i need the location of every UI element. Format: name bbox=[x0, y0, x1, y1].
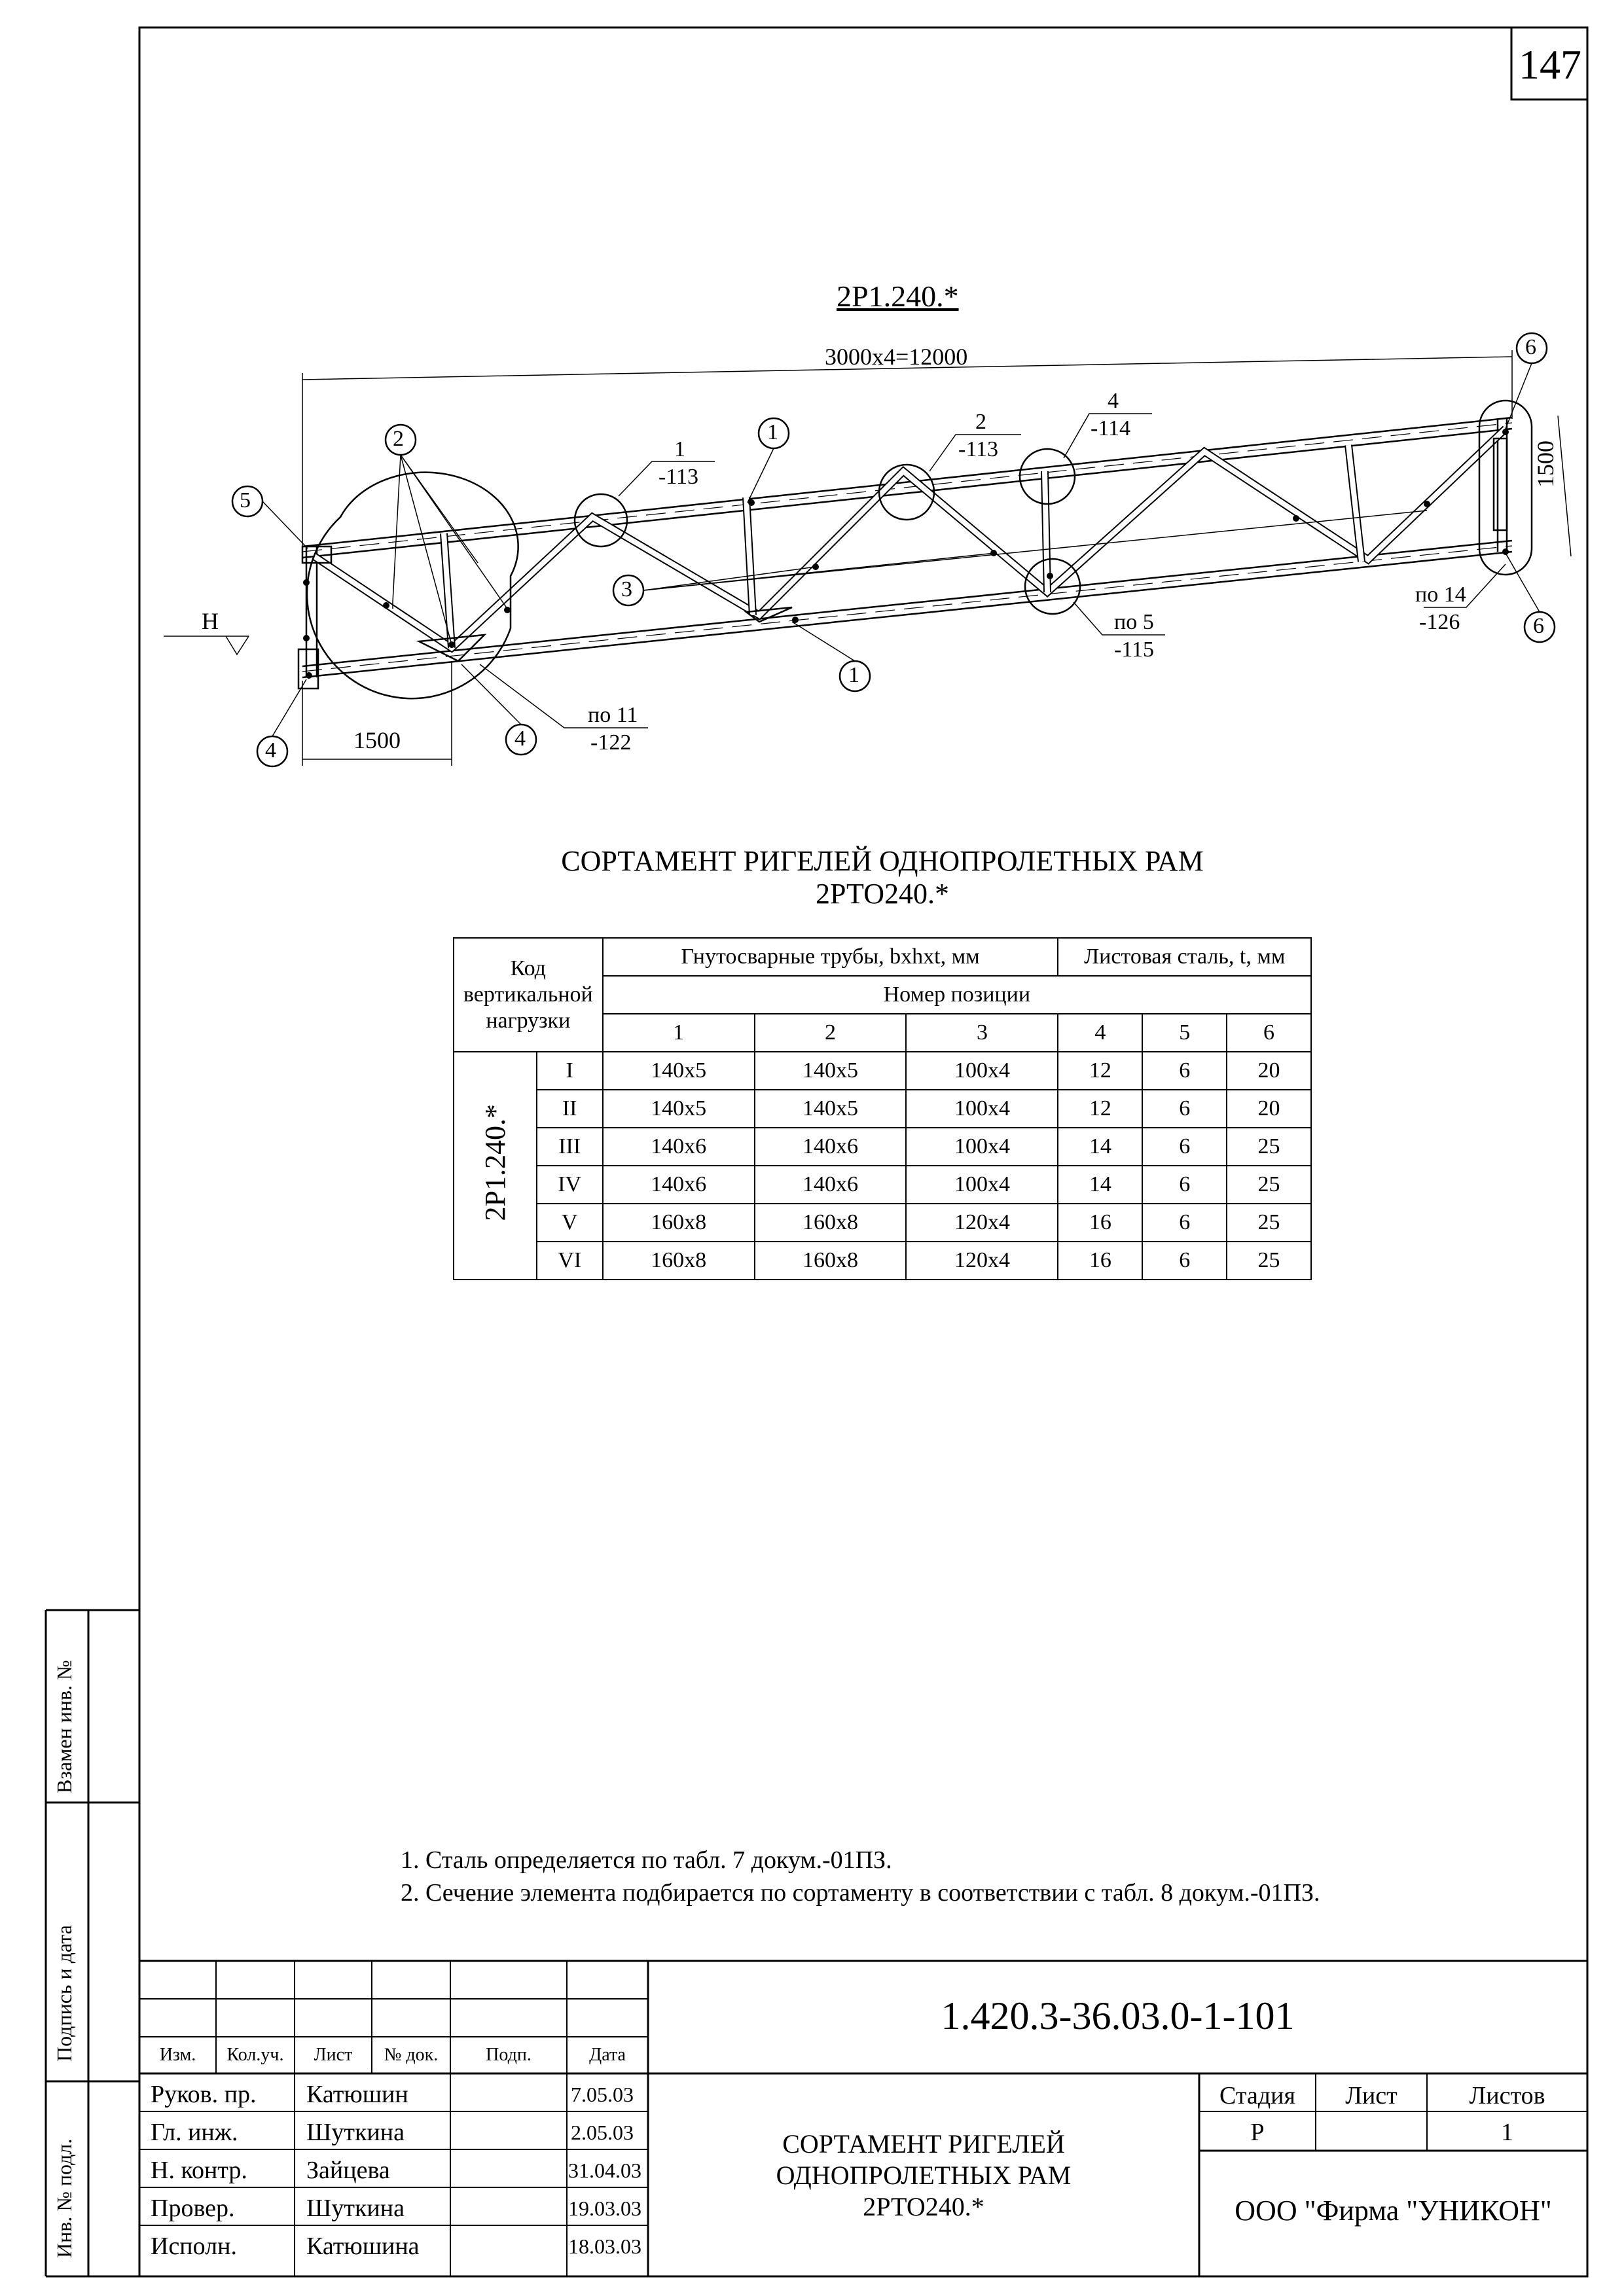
cell: 12 bbox=[1058, 1090, 1142, 1128]
name-3: Зайцева bbox=[306, 2157, 390, 2184]
cell: 140x6 bbox=[603, 1128, 755, 1166]
pos-2: 2 bbox=[755, 1014, 907, 1052]
header-position: Номер позиции bbox=[603, 976, 1311, 1014]
table-row bbox=[454, 1052, 1311, 1090]
name-4: Шуткина bbox=[306, 2195, 405, 2222]
pos-1: 1 bbox=[603, 1014, 755, 1052]
label-5-mark: -115 bbox=[1114, 637, 1155, 662]
cell: 20 bbox=[1227, 1090, 1311, 1128]
label-4-mark: -114 bbox=[1091, 416, 1131, 440]
group-label-text: 2Р1.240.* bbox=[478, 1104, 511, 1221]
cell: 6 bbox=[1142, 1204, 1227, 1242]
side-label-sign-date: Подпись и дата bbox=[52, 1925, 76, 2062]
cell: 140x6 bbox=[755, 1128, 907, 1166]
label-1-pos: 1 bbox=[674, 437, 685, 461]
cell: 140x5 bbox=[755, 1090, 907, 1128]
cell: 100x4 bbox=[906, 1090, 1058, 1128]
date-3: 31.04.03 bbox=[568, 2159, 641, 2182]
callout-6-bottom: 6 bbox=[1533, 614, 1544, 638]
drawing-title: 2Р1.240.* bbox=[837, 279, 959, 313]
table-row bbox=[454, 1242, 1311, 1280]
doc-code: 1.420.3-36.03.0-1-101 bbox=[941, 1994, 1295, 2037]
sheets-value: 1 bbox=[1501, 2119, 1513, 2146]
col-head-date: Дата bbox=[589, 2045, 626, 2065]
group-label bbox=[454, 1052, 537, 1280]
row-code: I bbox=[537, 1052, 603, 1090]
label-11-mark: -122 bbox=[590, 730, 632, 755]
company-name: ООО "Фирма "УНИКОН" bbox=[1235, 2195, 1552, 2227]
span-dimension: 3000x4=12000 bbox=[825, 344, 968, 370]
table-title: СОРТАМЕНТ РИГЕЛЕЙ ОДНОПРОЛЕТНЫХ РАМ bbox=[561, 845, 1204, 877]
callout-3: 3 bbox=[621, 577, 632, 601]
cell: 25 bbox=[1227, 1242, 1311, 1280]
header-code: Код вертикальной нагрузки bbox=[454, 938, 603, 1052]
cell: 6 bbox=[1142, 1242, 1227, 1280]
role-1: Руков. пр. bbox=[151, 2081, 257, 2108]
role-2: Гл. инж. bbox=[151, 2119, 238, 2146]
callout-4-right: 4 bbox=[514, 726, 526, 751]
table-row bbox=[454, 1128, 1311, 1166]
cell: 140x6 bbox=[603, 1166, 755, 1204]
cell: 14 bbox=[1058, 1166, 1142, 1204]
note-1: 1. Сталь определяется по табл. 7 докум.-01ПЗ. bbox=[401, 1846, 892, 1874]
cell: 6 bbox=[1142, 1128, 1227, 1166]
label-14-pos: по 14 bbox=[1415, 583, 1466, 607]
cell: 14 bbox=[1058, 1128, 1142, 1166]
assortment-table bbox=[453, 937, 1312, 1280]
role-5: Исполн. bbox=[151, 2233, 237, 2260]
cell: 16 bbox=[1058, 1242, 1142, 1280]
cell: 100x4 bbox=[906, 1052, 1058, 1090]
cell: 12 bbox=[1058, 1052, 1142, 1090]
label-5-pos: по 5 bbox=[1114, 610, 1154, 634]
callout-5: 5 bbox=[240, 488, 251, 512]
label-2-pos: 2 bbox=[975, 410, 986, 434]
row-code: V bbox=[537, 1204, 603, 1242]
cell: 20 bbox=[1227, 1052, 1311, 1090]
h-label: Н bbox=[202, 608, 219, 634]
stage-value: Р bbox=[1250, 2119, 1265, 2146]
pos-4: 4 bbox=[1058, 1014, 1142, 1052]
row-code: II bbox=[537, 1090, 603, 1128]
label-2-mark: -113 bbox=[958, 437, 999, 461]
cell: 140x5 bbox=[603, 1090, 755, 1128]
cell: 25 bbox=[1227, 1128, 1311, 1166]
cell: 120x4 bbox=[906, 1242, 1058, 1280]
pos-5: 5 bbox=[1142, 1014, 1227, 1052]
sheets-head: Листов bbox=[1469, 2082, 1545, 2109]
name-1: Катюшин bbox=[306, 2081, 408, 2108]
name-2: Шуткина bbox=[306, 2119, 405, 2146]
height-dimension: 1500 bbox=[1532, 440, 1559, 488]
callout-1-bottom: 1 bbox=[848, 663, 859, 687]
callout-4-left: 4 bbox=[265, 738, 276, 762]
cell: 140x6 bbox=[755, 1166, 907, 1204]
table-row bbox=[454, 1090, 1311, 1128]
cell: 100x4 bbox=[906, 1166, 1058, 1204]
cell: 6 bbox=[1142, 1090, 1227, 1128]
side-label-inv: Инв. № подл. bbox=[52, 2138, 76, 2258]
row-code: III bbox=[537, 1128, 603, 1166]
name-5: Катюшина bbox=[306, 2233, 420, 2260]
truss-drawing bbox=[0, 262, 1624, 1047]
col-head-list: Лист bbox=[314, 2045, 353, 2065]
sheet-head: Лист bbox=[1345, 2082, 1398, 2109]
table-row bbox=[454, 1204, 1311, 1242]
doc-title-1: СОРТАМЕНТ РИГЕЛЕЙ bbox=[782, 2129, 1065, 2159]
col-head-doc: № док. bbox=[384, 2045, 439, 2065]
cell: 140x5 bbox=[755, 1052, 907, 1090]
row-code: IV bbox=[537, 1166, 603, 1204]
cell: 100x4 bbox=[906, 1128, 1058, 1166]
cell: 6 bbox=[1142, 1052, 1227, 1090]
col-head-sign: Подп. bbox=[486, 2045, 532, 2065]
callout-6-top: 6 bbox=[1525, 335, 1536, 359]
pos-3: 3 bbox=[906, 1014, 1058, 1052]
header-sheet-steel: Листовая сталь, t, мм bbox=[1058, 938, 1311, 976]
bottom-dimension: 1500 bbox=[353, 727, 401, 753]
col-head-kol: Кол.уч. bbox=[226, 2045, 284, 2065]
note-2: 2. Сечение элемента подбирается по сортаменту в соответствии с табл. 8 докум.-01ПЗ. bbox=[401, 1879, 1320, 1907]
doc-title-3: 2РТО240.* bbox=[863, 2192, 984, 2221]
cell: 160x8 bbox=[603, 1242, 755, 1280]
row-code: VI bbox=[537, 1242, 603, 1280]
side-label-replace: Взамен инв. № bbox=[52, 1660, 76, 1793]
callout-1-top: 1 bbox=[767, 420, 778, 444]
role-3: Н. контр. bbox=[151, 2157, 247, 2184]
pos-6: 6 bbox=[1227, 1014, 1311, 1052]
cell: 120x4 bbox=[906, 1204, 1058, 1242]
col-head-izm: Изм. bbox=[159, 2045, 196, 2065]
date-4: 19.03.03 bbox=[568, 2197, 641, 2220]
cell: 25 bbox=[1227, 1166, 1311, 1204]
cell: 16 bbox=[1058, 1204, 1142, 1242]
cell: 140x5 bbox=[603, 1052, 755, 1090]
label-1-mark: -113 bbox=[659, 465, 699, 489]
header-pipes: Гнутосварные трубы, bxhxt, мм bbox=[603, 938, 1058, 976]
label-11-pos: по 11 bbox=[588, 703, 638, 727]
date-5: 18.03.03 bbox=[568, 2234, 641, 2258]
role-4: Провер. bbox=[151, 2195, 235, 2222]
doc-title-2: ОДНОПРОЛЕТНЫХ РАМ bbox=[776, 2161, 1072, 2190]
table-subtitle: 2РТО240.* bbox=[815, 878, 950, 910]
label-4-pos: 4 bbox=[1108, 389, 1119, 413]
label-14-mark: -126 bbox=[1419, 610, 1460, 634]
date-1: 7.05.03 bbox=[571, 2083, 634, 2106]
cell: 25 bbox=[1227, 1204, 1311, 1242]
cell: 160x8 bbox=[603, 1204, 755, 1242]
date-2: 2.05.03 bbox=[571, 2121, 634, 2144]
cell: 160x8 bbox=[755, 1242, 907, 1280]
sheet-number: 147 bbox=[1519, 41, 1581, 88]
cell: 160x8 bbox=[755, 1204, 907, 1242]
stage-head: Стадия bbox=[1219, 2082, 1295, 2109]
table-row bbox=[454, 1166, 1311, 1204]
callout-2: 2 bbox=[393, 427, 404, 451]
cell: 6 bbox=[1142, 1166, 1227, 1204]
